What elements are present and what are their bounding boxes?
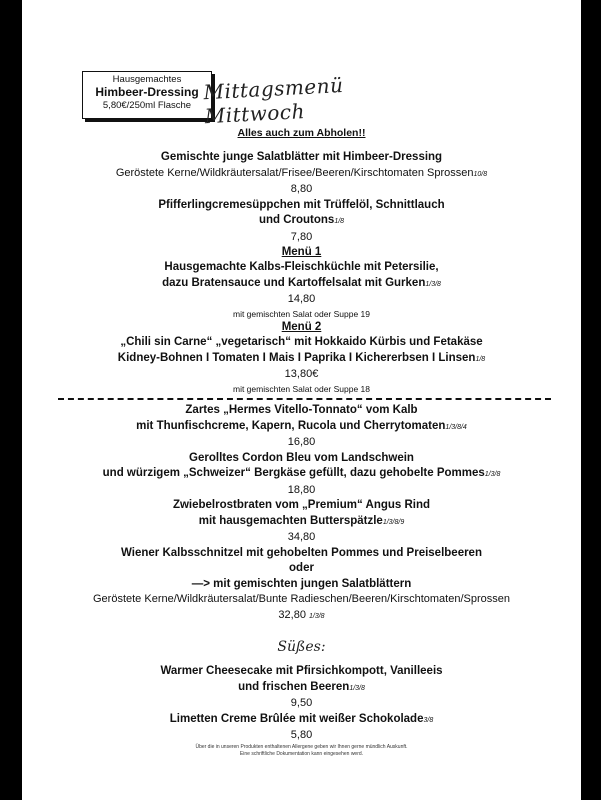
salat-desc-text: Geröstete Kerne/Wildkräutersalat/Frisee/Beeren/Kirschtomaten Sprossen (115, 166, 474, 179)
suppe-name-2-text: und Croutons (258, 214, 335, 226)
menu1-head: Menü 1 (281, 246, 322, 258)
suppe-price: 7,80 (290, 230, 313, 243)
menu2-price: 13,80€ (284, 368, 319, 380)
zwiebel-name-2 (22, 514, 581, 531)
page-title: Mittagsmenü Mittwoch (202, 72, 344, 129)
wiener-allergens: 1/3/8 (309, 612, 325, 620)
wiener-name-1: Wiener Kalbsschnitzel mit gehobelten Pommes und Preiselbeeren (121, 546, 482, 559)
creme-name-text: Limetten Creme Brûlée mit weißer Schokolade (169, 712, 424, 725)
suppe-allergens: 1/8 (334, 218, 345, 225)
menu1-allergens: 1/3/8 (425, 280, 441, 288)
footer-line-1: Über die in unseren Produkten enthaltenen Allergene geben wir Ihnen gerne mündlich Auskunft. (195, 743, 408, 750)
menu2-name-1: „Chili sin Carne“ „vegetarisch“ mit Hokkaido Kürbis und Fetakäse (120, 336, 483, 348)
wiener-name-2: oder (289, 562, 314, 574)
dashed-divider (58, 398, 551, 400)
creme-name (22, 712, 581, 729)
wiener-name-3: —> mit gemischten jungen Salatblättern (191, 577, 412, 590)
menu1-price: 14,80 (287, 293, 316, 305)
vitello-price: 16,80 (287, 436, 316, 448)
desserts-heading: Süßes: (277, 639, 326, 655)
vitello-name-2-text: mit Thunfischcreme, Kapern, Rucola und Cherrytomaten (136, 419, 446, 432)
zwiebel-name-1: Zwiebelrostbraten vom „Premium“ Angus Rind (172, 499, 431, 511)
creme-price: 5,80 (290, 729, 313, 741)
wiener-price: 32,80 (278, 608, 306, 621)
cordon-price: 18,80 (287, 483, 316, 496)
cheesecake-name-1: Warmer Cheesecake mit Pfirsichkompott, Vanilleeis (160, 665, 443, 677)
promo-line-1: Hausgemachtes (112, 74, 182, 85)
vitello-name-1: Zartes „Hermes Vitello-Tonnato“ vom Kalb (185, 404, 418, 416)
promo-line-3: 5,80€/250ml Flasche (102, 100, 192, 111)
creme-allergens: 3/8 (423, 716, 434, 724)
menu1-note: mit gemischten Salat oder Suppe 19 (232, 308, 371, 319)
zwiebel-allergens: 1/3/8/9 (382, 518, 405, 526)
cordon-name-2-text: und würzigem „Schweizer“ Bergkäse gefüllt, dazu gehobelte Pommes (102, 467, 485, 479)
takeaway-note: Alles auch zum Abholen!! (237, 127, 366, 139)
cordon-name-1: Gerolltes Cordon Bleu vom Landschwein (189, 451, 414, 464)
menu2-head: Menü 2 (281, 321, 322, 333)
cheesecake-allergens: 1/3/8 (349, 684, 365, 692)
vitello-name-2 (22, 419, 581, 436)
cheesecake-name-2 (22, 680, 581, 697)
menu-page (22, 0, 581, 800)
zwiebel-price: 34,80 (287, 531, 316, 543)
cheesecake-name-2-text: und frischen Beeren (238, 680, 350, 693)
promo-line-2: Himbeer-Dressing (95, 85, 199, 99)
salat-desc (22, 166, 581, 183)
menu2-name-2-text: Kidney-Bohnen I Tomaten I Mais I Paprika I Kichererbsen I Linsen (117, 351, 476, 364)
salat-allergens: 10/8 (473, 170, 488, 178)
wiener-price-line (22, 608, 581, 625)
menu2-allergens: 1/8 (475, 355, 486, 363)
menu1-name-1: Hausgemachte Kalbs-Fleischküchle mit Petersilie, (164, 261, 439, 273)
cheesecake-price: 9,50 (290, 697, 313, 709)
menu-content (22, 127, 581, 758)
salat-price: 8,80 (290, 183, 313, 195)
wiener-desc: Geröstete Kerne/Wildkräutersalat/Bunte Radieschen/Beeren/Kirschtomaten/Sprossen (93, 593, 510, 605)
cordon-allergens: 1/3/8 (484, 471, 501, 478)
menu2-name-2 (22, 351, 581, 368)
footer-line-2: Eine schriftliche Dokumentation kann eingesehen werd. (239, 750, 364, 757)
menu2-note: mit gemischten Salat oder Suppe 18 (232, 383, 371, 394)
suppe-name-2 (22, 213, 581, 230)
salat-name: Gemischte junge Salatblätter mit Himbeer-Dressing (160, 151, 443, 163)
zwiebel-name-2-text: mit hausgemachten Butterspätzle (198, 514, 383, 527)
cordon-name-2 (22, 466, 581, 483)
vitello-allergens: 1/3/8/4 (445, 423, 467, 431)
promo-box (82, 71, 212, 119)
menu1-name-2-text: dazu Bratensauce und Kartoffelsalat mit Gurken (162, 276, 426, 289)
suppe-name-1: Pfifferlingcremesüppchen mit Trüffelöl, Schnittlauch (158, 198, 445, 211)
menu1-name-2 (22, 276, 581, 293)
